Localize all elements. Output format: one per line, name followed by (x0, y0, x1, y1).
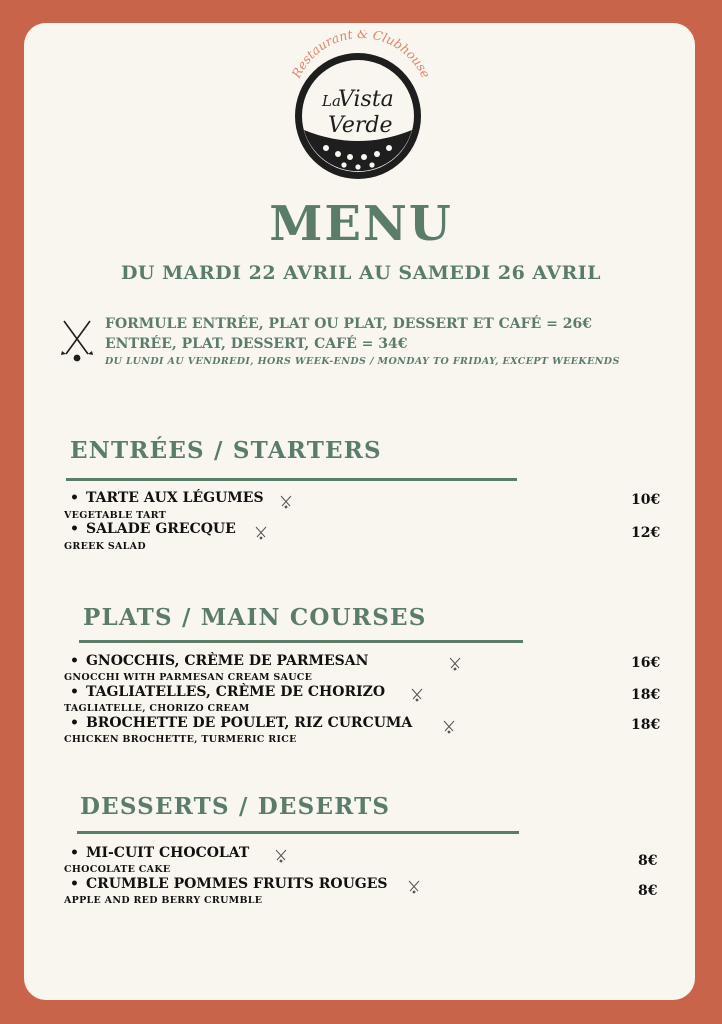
section-divider (79, 640, 523, 643)
menu-item-price: 8€ (638, 853, 658, 869)
logo-text-verde: Verde (328, 113, 393, 138)
menu-item-price: 12€ (631, 525, 661, 541)
section-divider (66, 478, 517, 481)
menu-item-name: SALADE GRECQUE (85, 521, 236, 537)
menu-item: • TAGLIATELLES, CRÈME DE CHORIZO (70, 684, 386, 700)
menu-item-name: GNOCCHIS, CRÈME DE PARMESAN (85, 653, 369, 669)
golf-clubs-icon (274, 848, 288, 862)
menu-item-translation: CHICKEN BROCHETTE, TURMERIC RICE (64, 734, 297, 745)
menu-item-translation: GNOCCHI WITH PARMESAN CREAM SAUCE (64, 672, 313, 683)
menu-item-price: 10€ (631, 492, 661, 508)
menu-title: MENU (269, 196, 453, 252)
golf-clubs-icon (407, 879, 421, 893)
formula-line-1: FORMULE ENTRÉE, PLAT OU PLAT, DESSERT ET CAFÉ = 26€ (105, 316, 592, 332)
section-title-desserts: DESSERTS / DESERTS (80, 793, 391, 820)
golf-clubs-icon (410, 687, 424, 701)
menu-item-name: TAGLIATELLES, CRÈME DE CHORIZO (85, 684, 386, 700)
section-title-main-courses: PLATS / MAIN COURSES (83, 604, 427, 631)
logo-text-vista: Vista (338, 87, 394, 112)
golf-clubs-icon (254, 525, 268, 539)
menu-item-translation: TAGLIATELLE, CHORIZO CREAM (64, 703, 250, 714)
menu-item-name: CRUMBLE POMMES FRUITS ROUGES (85, 876, 388, 892)
menu-item: • GNOCCHIS, CRÈME DE PARMESAN (70, 653, 369, 669)
menu-dates: DU MARDI 22 AVRIL AU SAMEDI 26 AVRIL (120, 262, 602, 284)
menu-item-name: TARTE AUX LÉGUMES (85, 490, 264, 506)
section-divider (77, 831, 519, 834)
logo-text-la: La (322, 92, 341, 110)
logo-arc-text: Restaurant & Clubhouse (288, 30, 434, 81)
menu-item-translation: VEGETABLE TART (64, 510, 167, 521)
formula-line-2: ENTRÉE, PLAT, DESSERT, CAFÉ = 34€ (105, 336, 408, 352)
menu-item: • MI-CUIT CHOCOLAT (70, 845, 250, 861)
menu-item-price: 18€ (631, 687, 661, 703)
menu-item-price: 8€ (638, 883, 658, 899)
menu-item-translation: CHOCOLATE CAKE (64, 864, 171, 875)
restaurant-logo (286, 30, 436, 180)
menu-item-name: BROCHETTE DE POULET, RIZ CURCUMA (85, 715, 413, 731)
menu-item-name: MI-CUIT CHOCOLAT (85, 845, 250, 861)
golf-clubs-icon (279, 494, 293, 508)
formula-note: DU LUNDI AU VENDREDI, HORS WEEK-ENDS / MONDAY TO FRIDAY, EXCEPT WEEKENDS (105, 356, 620, 367)
crossed-golf-clubs-icon (58, 318, 96, 364)
menu-item-translation: GREEK SALAD (64, 541, 146, 552)
menu-item: • SALADE GRECQUE (70, 521, 236, 537)
menu-item-translation: APPLE AND RED BERRY CRUMBLE (64, 895, 263, 906)
menu-item-price: 16€ (631, 655, 661, 671)
section-title-starters: ENTRÉES / STARTERS (70, 437, 382, 464)
menu-item: • BROCHETTE DE POULET, RIZ CURCUMA (70, 715, 413, 731)
golf-clubs-icon (448, 656, 462, 670)
menu-item-price: 18€ (631, 717, 661, 733)
menu-item: • CRUMBLE POMMES FRUITS ROUGES (70, 876, 388, 892)
menu-item: • TARTE AUX LÉGUMES (70, 490, 264, 506)
golf-clubs-icon (442, 719, 456, 733)
